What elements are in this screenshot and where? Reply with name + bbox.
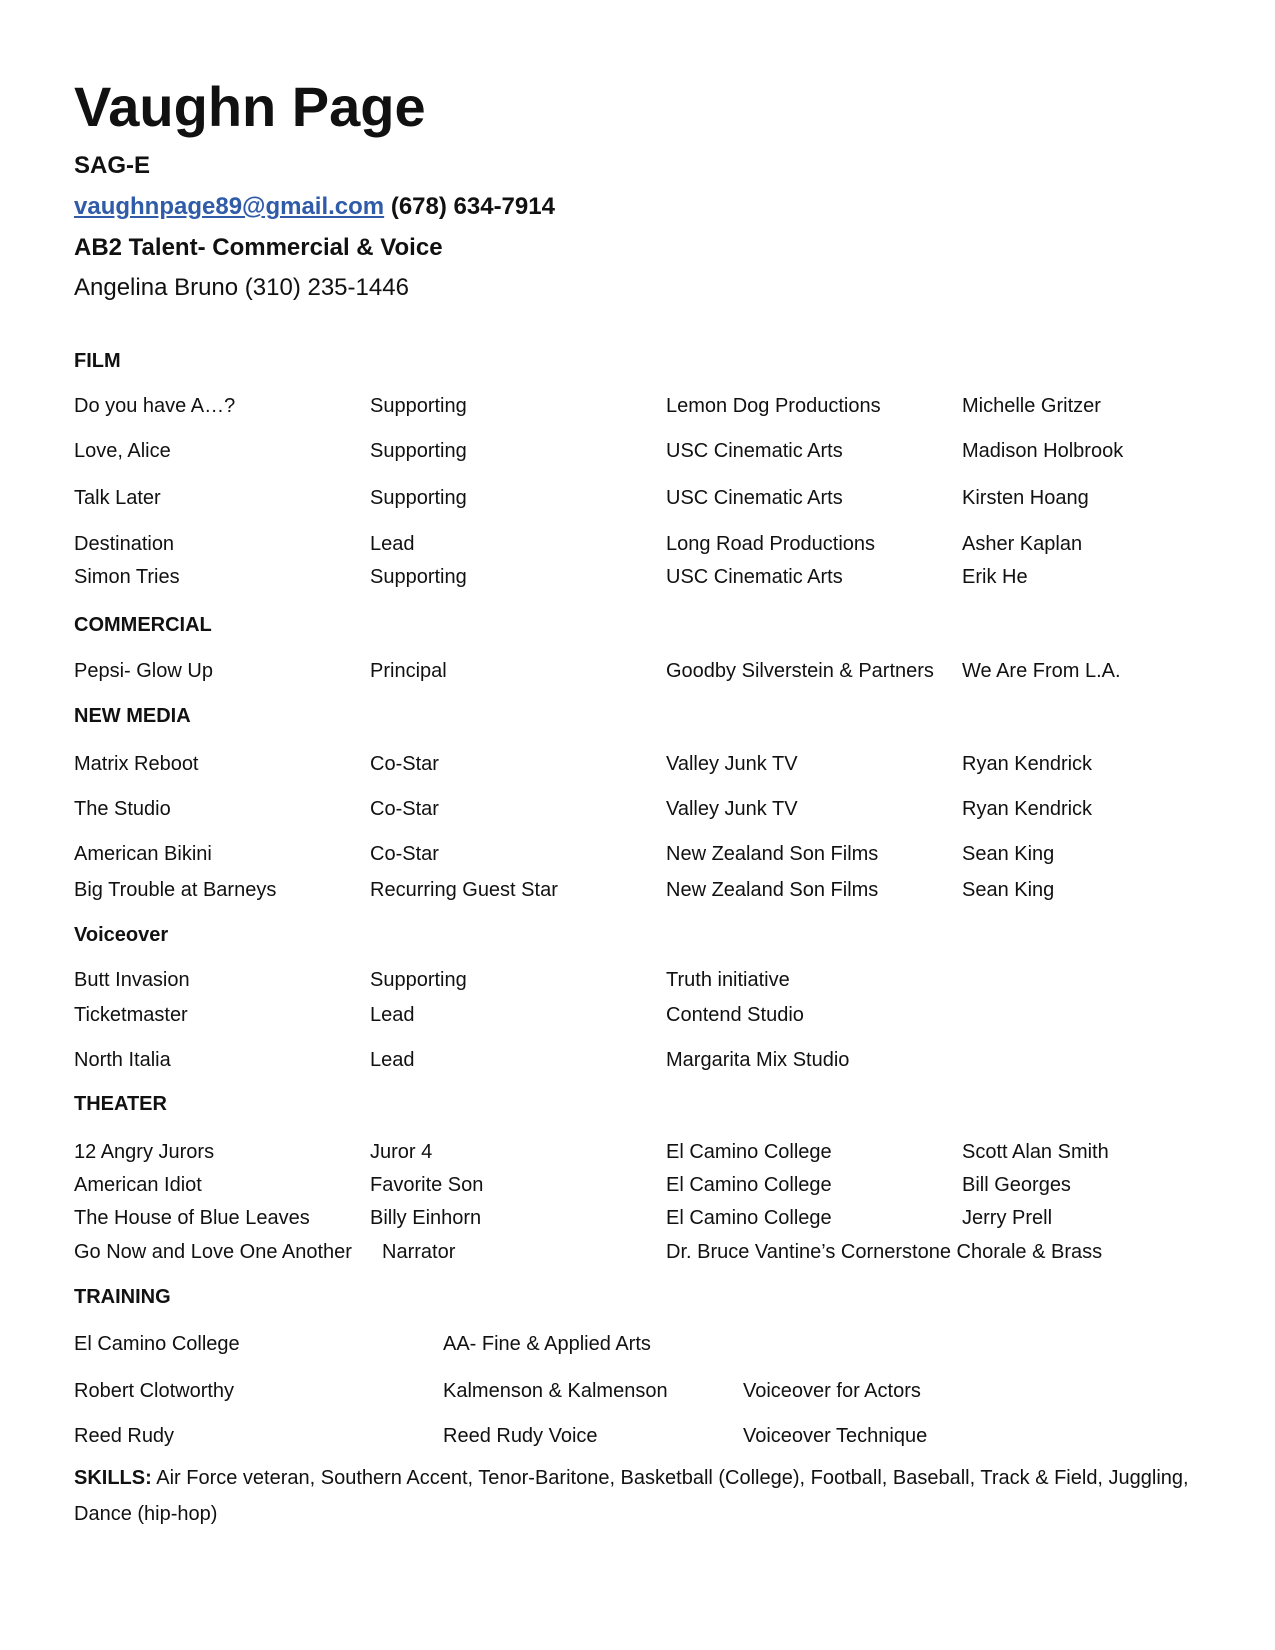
film-role: Supporting — [370, 566, 467, 588]
section-title-theater: THEATER — [74, 1093, 167, 1115]
film-director: Erik He — [962, 566, 1028, 588]
theater-director: Scott Alan Smith — [962, 1141, 1109, 1163]
theater-title: Go Now and Love One Another — [74, 1241, 352, 1263]
theater-title: 12 Angry Jurors — [74, 1141, 215, 1163]
film-director: Michelle Gritzer — [962, 395, 1101, 417]
film-role: Supporting — [370, 395, 467, 417]
new-media-role: Co-Star — [370, 753, 439, 775]
theater-venue: El Camino College — [666, 1141, 832, 1163]
commercial-role: Principal — [370, 660, 447, 682]
film-role: Lead — [370, 533, 415, 555]
training-studio: Kalmenson & Kalmenson — [443, 1380, 668, 1402]
theater-role: Narrator — [382, 1241, 456, 1263]
theater-venue: El Camino College — [666, 1207, 832, 1229]
voiceover-role: Lead — [370, 1004, 415, 1026]
training-program: AA- Fine & Applied Arts — [443, 1333, 651, 1355]
voiceover-title: Butt Invasion — [74, 969, 190, 991]
film-title: Love, Alice — [74, 440, 171, 462]
theater-role: Favorite Son — [370, 1174, 484, 1196]
voiceover-studio: Truth initiative — [666, 969, 790, 991]
section-title-film: FILM — [74, 350, 121, 372]
training-course: Voiceover for Actors — [743, 1380, 921, 1402]
film-company: Long Road Productions — [666, 533, 876, 555]
union-status: SAG-E — [74, 152, 151, 179]
theater-director: Jerry Prell — [962, 1207, 1053, 1229]
film-title: Talk Later — [74, 487, 161, 509]
film-company: USC Cinematic Arts — [666, 440, 843, 462]
theater-director: Bill Georges — [962, 1174, 1071, 1196]
new-media-director: Ryan Kendrick — [962, 753, 1093, 775]
skills-label: SKILLS: — [74, 1467, 152, 1489]
section-title-voiceover: Voiceover — [74, 924, 169, 946]
film-title: Do you have A…? — [74, 395, 236, 417]
new-media-title: American Bikini — [74, 843, 212, 865]
commercial-title: Pepsi- Glow Up — [74, 660, 213, 682]
theater-role: Juror 4 — [370, 1141, 433, 1163]
theater-venue: Dr. Bruce Vantine’s Cornerstone Chorale & Brass — [666, 1241, 1103, 1263]
voiceover-role: Lead — [370, 1049, 415, 1071]
film-role: Supporting — [370, 440, 467, 462]
new-media-director: Sean King — [962, 879, 1055, 901]
film-director: Asher Kaplan — [962, 533, 1083, 555]
section-title-new-media: NEW MEDIA — [74, 705, 191, 727]
skills-text: Air Force veteran, Southern Accent, Tenor-Baritone, Basketball (College), Football, Baseball, Track & Field, Juggling, Dance (hip-hop) — [74, 1467, 1189, 1525]
film-company: Lemon Dog Productions — [666, 395, 881, 417]
theater-role: Billy Einhorn — [370, 1207, 482, 1229]
theater-title: The House of Blue Leaves — [74, 1207, 310, 1229]
new-media-company: New Zealand Son Films — [666, 843, 879, 865]
theater-venue: El Camino College — [666, 1174, 832, 1196]
section-title-training: TRAINING — [74, 1286, 171, 1308]
film-title: Simon Tries — [74, 566, 180, 588]
new-media-title: Big Trouble at Barneys — [74, 879, 277, 901]
email-link[interactable]: vaughnpage89@gmail.com — [74, 193, 385, 220]
new-media-director: Sean King — [962, 843, 1055, 865]
new-media-role: Recurring Guest Star — [370, 879, 558, 901]
training-studio: Reed Rudy Voice — [443, 1425, 598, 1447]
agent-contact: Angelina Bruno (310) 235-1446 — [74, 274, 409, 301]
contact-line — [74, 193, 555, 221]
voiceover-title: Ticketmaster — [74, 1004, 188, 1026]
phone-number: (678) 634-7914 — [390, 193, 555, 220]
actor-name: Vaughn Page — [74, 75, 426, 138]
new-media-company: Valley Junk TV — [666, 798, 798, 820]
skills-paragraph — [74, 1460, 1204, 1532]
new-media-company: Valley Junk TV — [666, 753, 798, 775]
theater-title: American Idiot — [74, 1174, 202, 1196]
commercial-agency: Goodby Silverstein & Partners — [666, 660, 934, 682]
film-director: Kirsten Hoang — [962, 487, 1089, 509]
new-media-role: Co-Star — [370, 798, 439, 820]
film-director: Madison Holbrook — [962, 440, 1124, 462]
film-role: Supporting — [370, 487, 467, 509]
training-teacher: Reed Rudy — [74, 1425, 175, 1447]
new-media-director: Ryan Kendrick — [962, 798, 1093, 820]
section-title-commercial: COMMERCIAL — [74, 614, 212, 636]
commercial-production: We Are From L.A. — [962, 660, 1121, 682]
film-company: USC Cinematic Arts — [666, 566, 843, 588]
voiceover-title: North Italia — [74, 1049, 171, 1071]
agency-name: AB2 Talent- Commercial & Voice — [74, 234, 443, 261]
voiceover-studio: Contend Studio — [666, 1004, 804, 1026]
training-course: Voiceover Technique — [743, 1425, 928, 1447]
new-media-title: The Studio — [74, 798, 171, 820]
film-company: USC Cinematic Arts — [666, 487, 843, 509]
new-media-company: New Zealand Son Films — [666, 879, 879, 901]
new-media-title: Matrix Reboot — [74, 753, 199, 775]
voiceover-role: Supporting — [370, 969, 467, 991]
new-media-role: Co-Star — [370, 843, 439, 865]
training-institution: El Camino College — [74, 1333, 240, 1355]
film-title: Destination — [74, 533, 175, 555]
voiceover-studio: Margarita Mix Studio — [666, 1049, 850, 1071]
training-teacher: Robert Clotworthy — [74, 1380, 235, 1402]
